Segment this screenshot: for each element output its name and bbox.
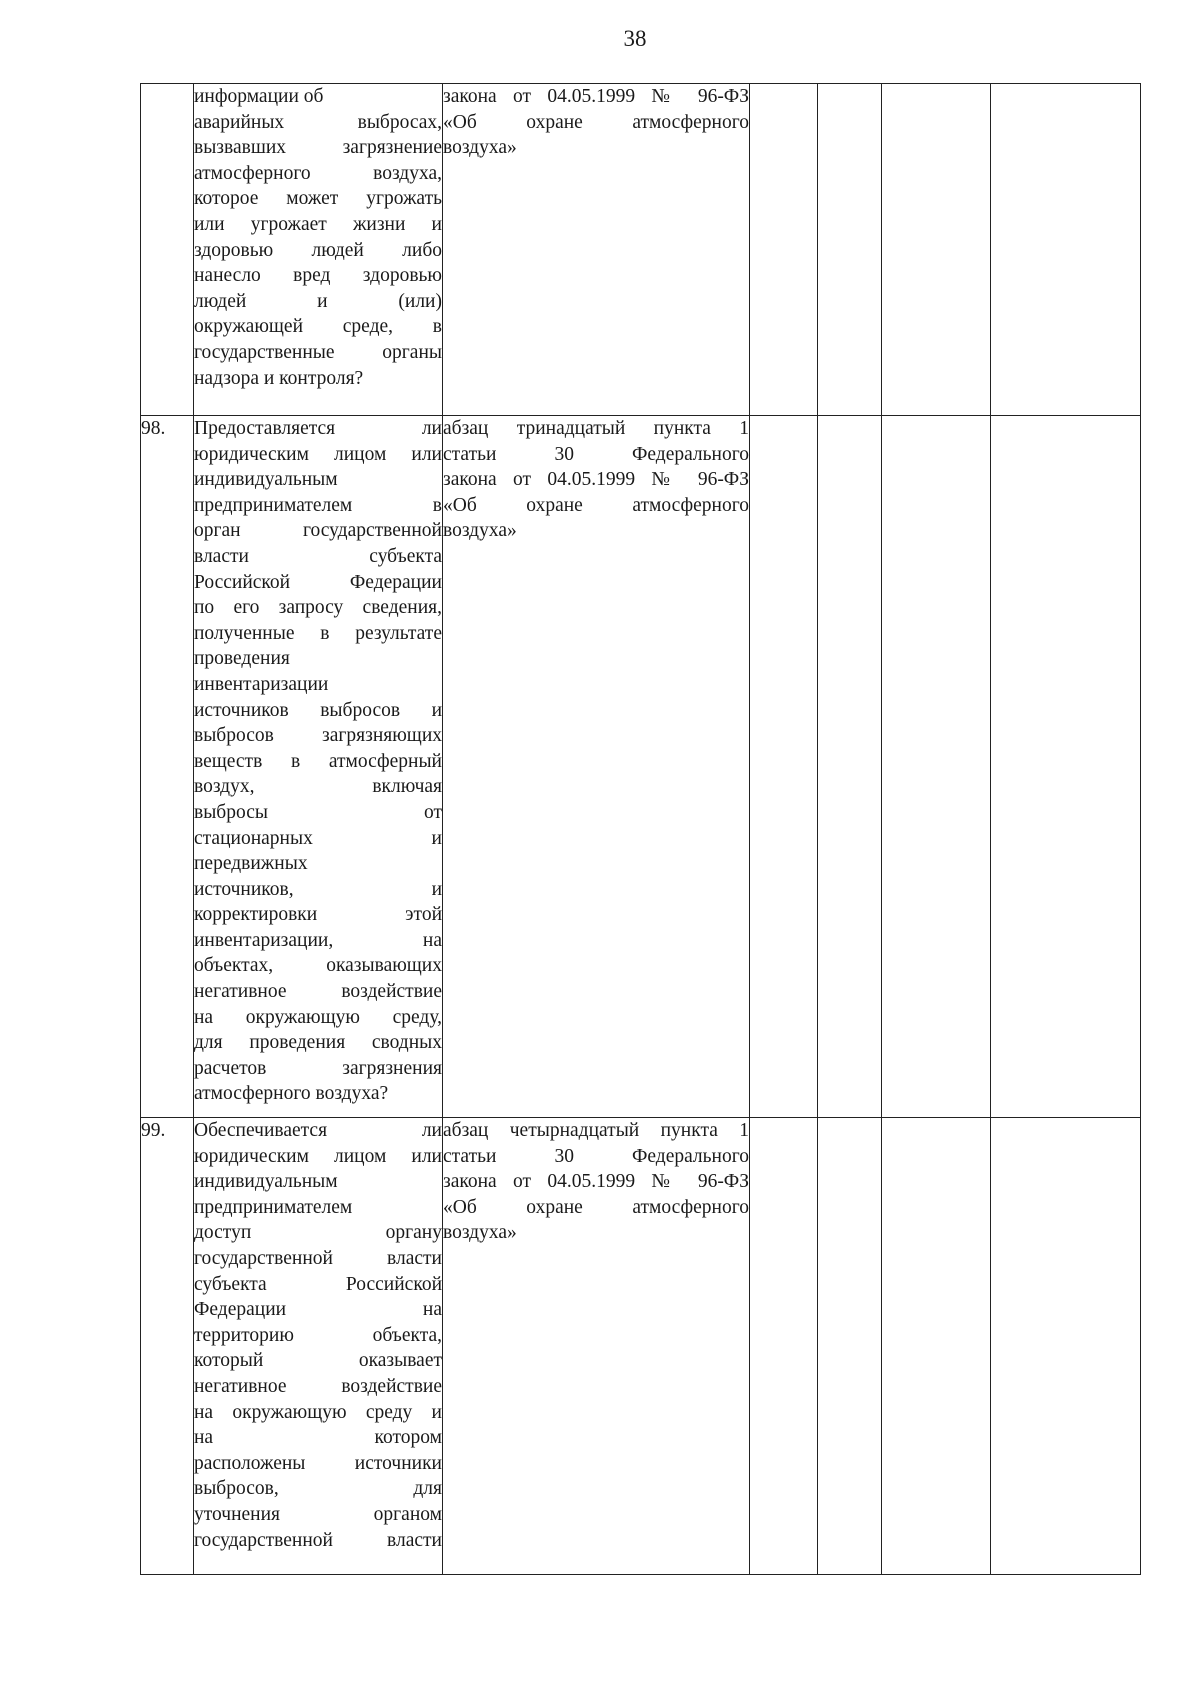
text-line: расположены источники xyxy=(194,1452,442,1474)
text-line: Обеспечивается ли xyxy=(194,1120,442,1141)
text-line: выбросов загрязняющих xyxy=(194,725,442,747)
text-line: абзац тринадцатый пункта 1 xyxy=(443,418,749,439)
text-line: по его запросу сведения, xyxy=(194,597,442,619)
legal-reference xyxy=(443,416,750,1118)
text-line: веществ в атмосферный xyxy=(194,750,442,772)
text-line: юридическим лицом или xyxy=(194,443,442,465)
text-line: информации об xyxy=(194,86,324,107)
text-line: воздуха» xyxy=(443,1222,517,1244)
text-line: Российской Федерации xyxy=(194,571,442,593)
page-number: 38 xyxy=(623,26,647,51)
table-row xyxy=(141,416,1141,1118)
text-line: стационарных и xyxy=(194,827,442,849)
text-line: инвентаризации, на xyxy=(194,929,442,951)
text-line: полученные в результате xyxy=(194,622,442,644)
text-line: предпринимателем в xyxy=(194,494,442,516)
row-number: 98. xyxy=(141,416,194,1118)
text-line: «Об охране атмосферного xyxy=(443,1196,749,1218)
text-line: корректировки этой xyxy=(194,904,442,926)
text-line: окружающей среде, в xyxy=(194,316,442,338)
text-line: атмосферного воздуха, xyxy=(194,162,442,184)
text-line: расчетов загрязнения xyxy=(194,1057,442,1079)
text-line: Федерации на xyxy=(194,1299,442,1321)
text-line: надзора и контроля? xyxy=(194,367,364,389)
answer-yes-cell xyxy=(750,84,818,416)
answer-na-cell xyxy=(882,84,991,416)
text-line: индивидуальным xyxy=(194,469,338,491)
text-line: государственной власти xyxy=(194,1247,442,1269)
text-line: негативное воздействие xyxy=(194,1375,442,1397)
requirement-question xyxy=(194,84,443,416)
text-line: воздух, включая xyxy=(194,776,442,798)
text-line: источников выбросов и xyxy=(194,699,442,721)
text-line: «Об охране атмосферного xyxy=(443,494,749,516)
text-line: власти субъекта xyxy=(194,545,442,567)
text-line: воздуха» xyxy=(443,137,517,159)
answer-na-cell xyxy=(882,1118,991,1575)
note-cell xyxy=(991,84,1141,416)
note-cell xyxy=(991,416,1141,1118)
text-line: предпринимателем xyxy=(194,1196,353,1218)
checklist-table xyxy=(140,83,1141,1575)
table-row xyxy=(141,1118,1141,1575)
text-line: вызвавших загрязнение xyxy=(194,137,442,159)
text-line: закона от 04.05.1999 № 96-ФЗ xyxy=(443,1171,749,1193)
text-line: статьи 30 Федерального xyxy=(443,443,749,465)
text-line: инвентаризации xyxy=(194,673,329,695)
text-line: субъекта Российской xyxy=(194,1273,442,1295)
legal-reference xyxy=(443,84,750,416)
text-line: людей и (или) xyxy=(194,290,442,312)
text-line: доступ органу xyxy=(194,1222,442,1244)
answer-na-cell xyxy=(882,416,991,1118)
text-line: которое может угрожать xyxy=(194,188,442,210)
text-line: негативное воздействие xyxy=(194,981,442,1003)
text-line: территорию объекта, xyxy=(194,1324,442,1346)
answer-no-cell xyxy=(818,84,882,416)
text-line: статьи 30 Федерального xyxy=(443,1145,749,1167)
text-line: Предоставляется ли xyxy=(194,418,442,439)
text-line: орган государственной xyxy=(194,520,442,542)
answer-yes-cell xyxy=(750,416,818,1118)
text-line: индивидуальным xyxy=(194,1171,338,1193)
text-line: уточнения органом xyxy=(194,1503,442,1525)
answer-no-cell xyxy=(818,416,882,1118)
text-line: объектах, оказывающих xyxy=(194,955,442,977)
text-line: на котором xyxy=(194,1427,442,1449)
text-line: выбросов, для xyxy=(194,1478,442,1500)
text-line: юридическим лицом или xyxy=(194,1145,442,1167)
text-line: атмосферного воздуха? xyxy=(194,1083,389,1105)
answer-no-cell xyxy=(818,1118,882,1575)
text-line: источников, и xyxy=(194,878,442,900)
text-line: закона от 04.05.1999 № 96-ФЗ xyxy=(443,86,749,107)
text-line: «Об охране атмосферного xyxy=(443,111,749,133)
text-line: на окружающую среду, xyxy=(194,1006,442,1028)
text-line: который оказывает xyxy=(194,1350,442,1372)
text-line: государственной власти xyxy=(194,1529,442,1551)
answer-yes-cell xyxy=(750,1118,818,1575)
text-line: передвижных xyxy=(194,853,308,875)
table-row xyxy=(141,84,1141,416)
requirement-question xyxy=(194,1118,443,1575)
text-line: аварийных выбросах, xyxy=(194,111,442,133)
text-line: воздуха» xyxy=(443,520,517,542)
text-line: для проведения сводных xyxy=(194,1032,442,1054)
row-number xyxy=(141,84,194,416)
text-line: закона от 04.05.1999 № 96-ФЗ xyxy=(443,469,749,491)
note-cell xyxy=(991,1118,1141,1575)
text-line: на окружающую среду и xyxy=(194,1401,442,1423)
text-line: выбросы от xyxy=(194,801,442,823)
text-line: проведения xyxy=(194,648,290,670)
text-line: абзац четырнадцатый пункта 1 xyxy=(443,1120,749,1141)
row-number: 99. xyxy=(141,1118,194,1575)
requirement-question xyxy=(194,416,443,1118)
text-line: или угрожает жизни и xyxy=(194,213,442,235)
text-line: здоровью людей либо xyxy=(194,239,442,261)
text-line: нанесло вред здоровью xyxy=(194,265,442,287)
legal-reference xyxy=(443,1118,750,1575)
text-line: государственные органы xyxy=(194,341,442,363)
